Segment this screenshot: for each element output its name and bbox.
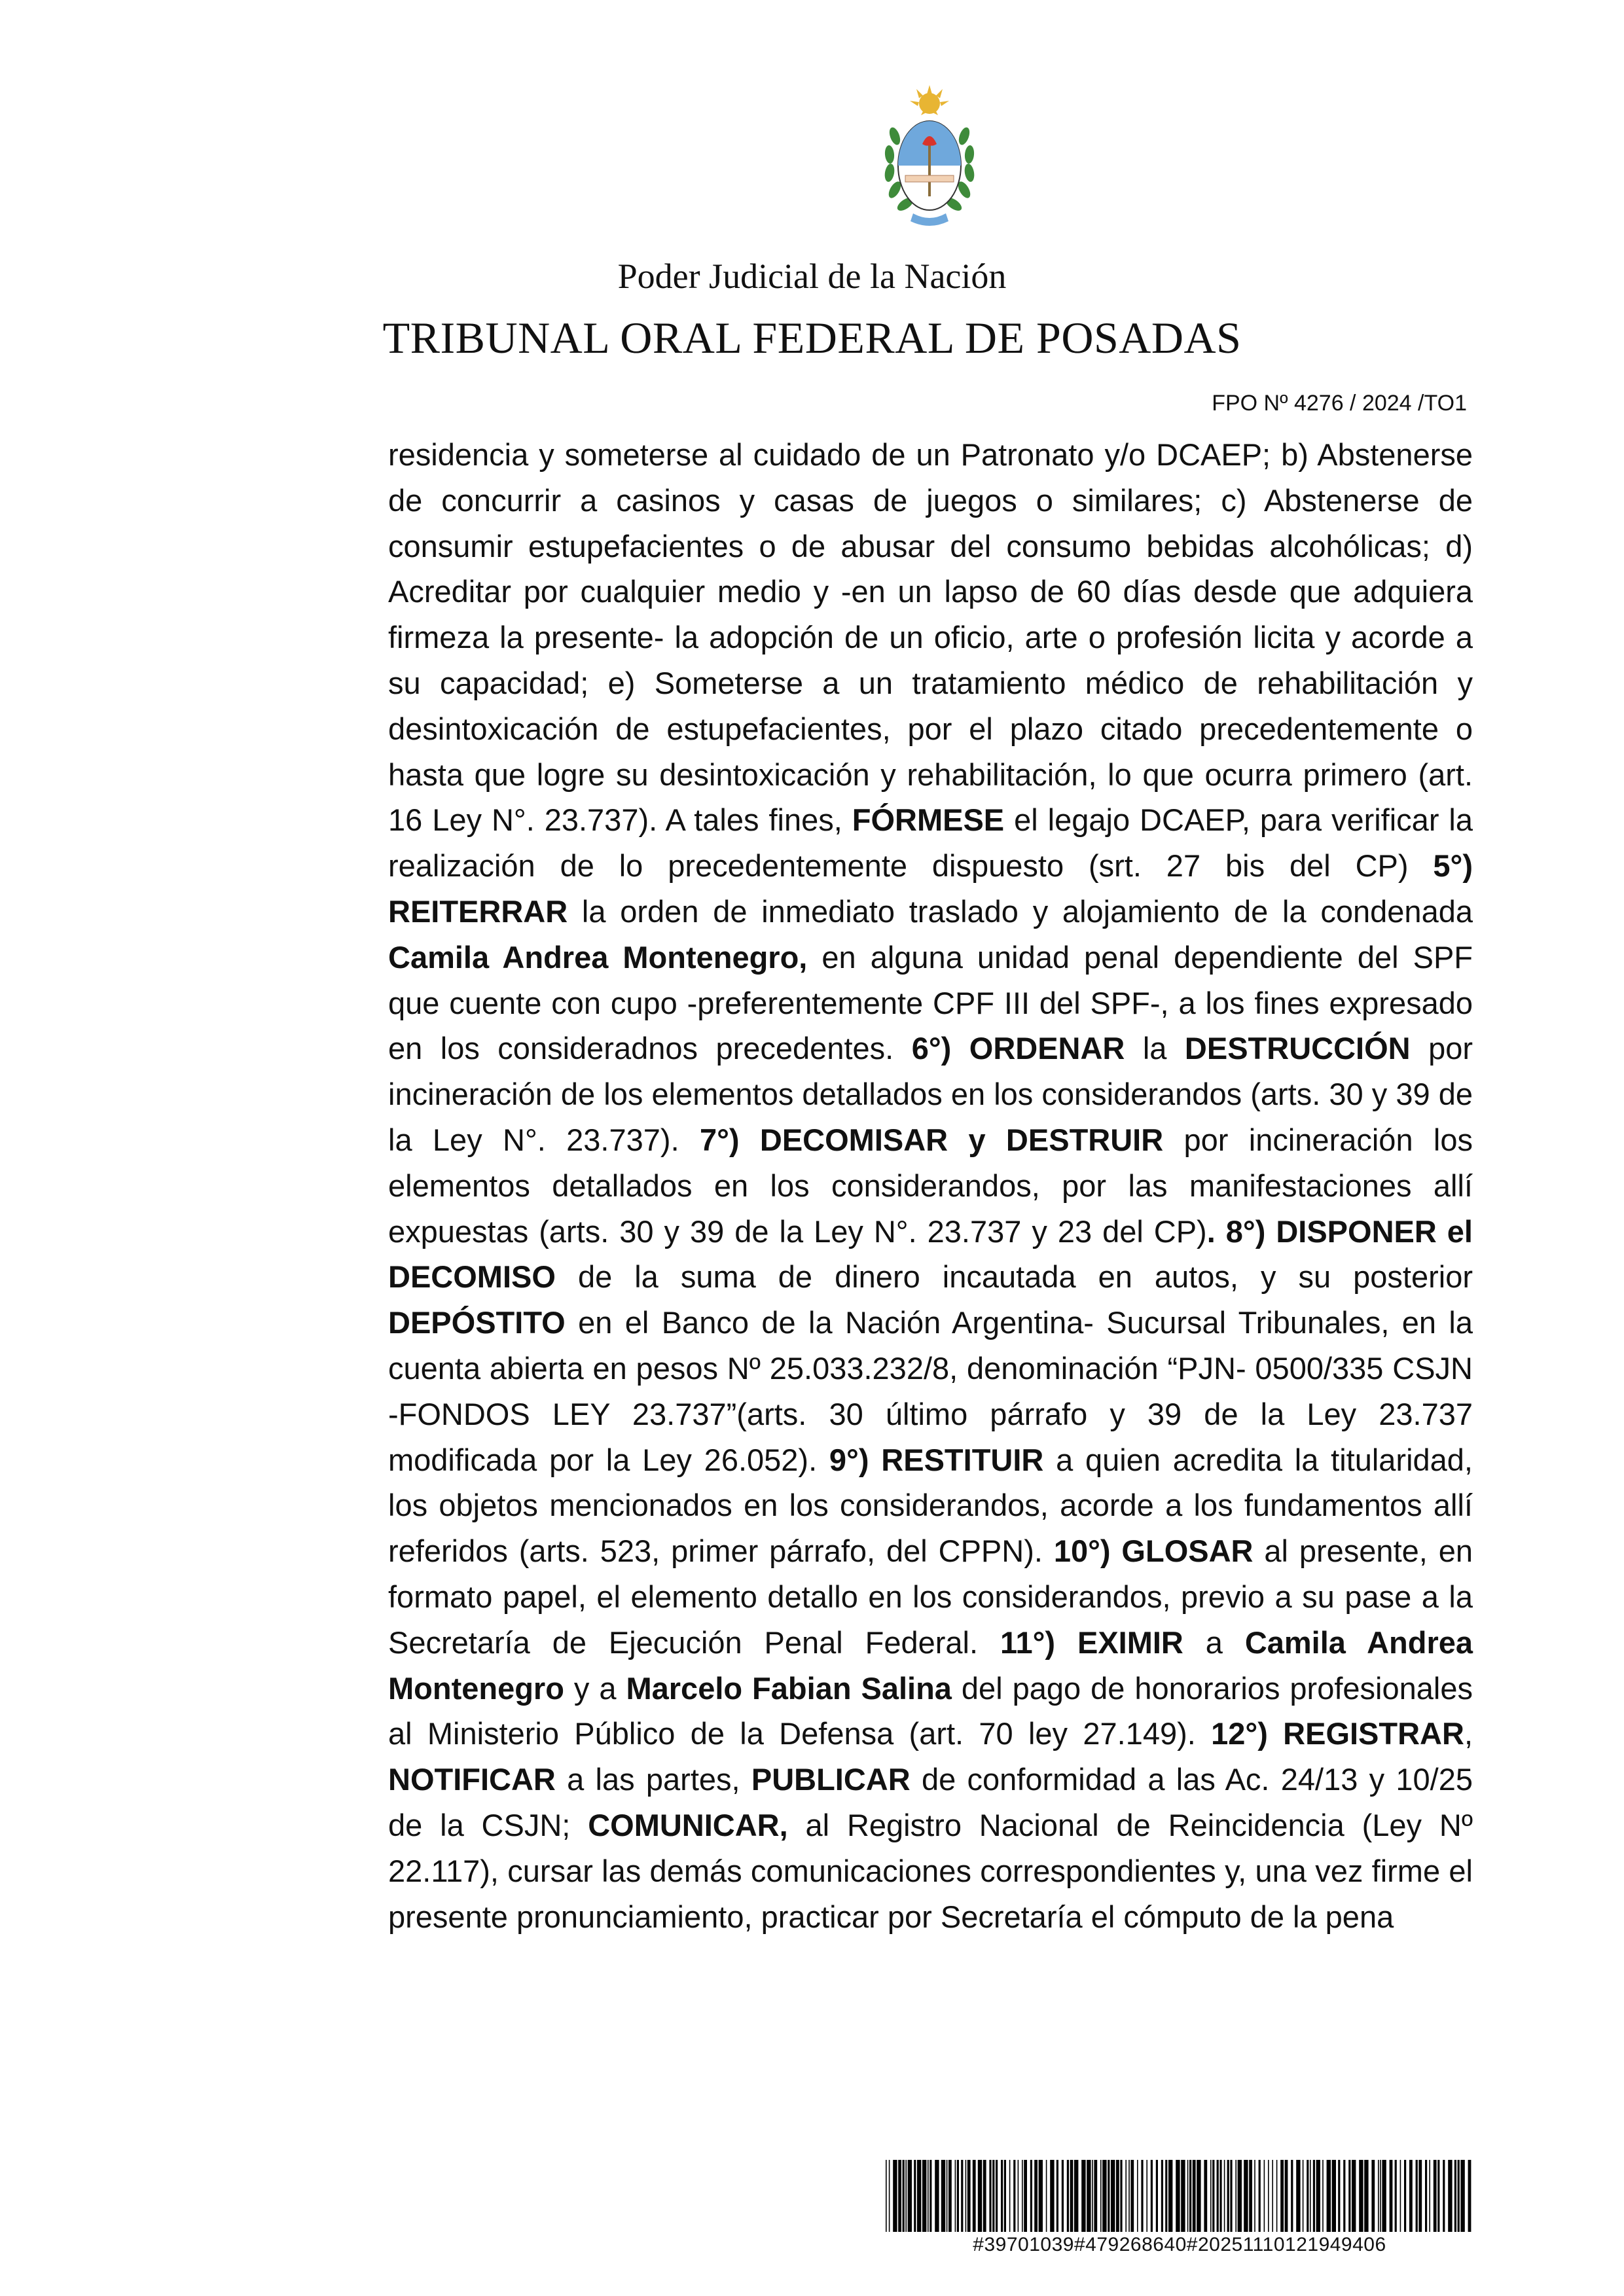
- barcode-bar: [947, 2160, 948, 2232]
- body-segment: al Registro Nacional de Reincidencia (Ley Nº 22.117), cursar las demás comunicaciones correspondientes y, una vez firme el presente pronunciamiento, practicar por Secretaría el cómputo de la pena: [388, 1807, 1473, 1934]
- body-segment: y a: [564, 1670, 626, 1706]
- barcode-bar: [1249, 2160, 1252, 2232]
- barcode-bar: [922, 2160, 926, 2232]
- body-bold-segment: Camila Andrea Montenegro,: [388, 939, 808, 975]
- barcode-bar: [1100, 2160, 1102, 2232]
- barcode-bar: [948, 2160, 952, 2232]
- barcode-bar: [1081, 2160, 1085, 2232]
- barcode-bar: [1151, 2160, 1153, 2232]
- barcode-bar: [1125, 2160, 1127, 2232]
- barcode-bar: [1348, 2160, 1350, 2232]
- body-segment: por incineración de los elementos detallados en los considerandos (arts. 30 y 39 de la Ley N°. 23.737).: [388, 1031, 1473, 1157]
- barcode-bar: [941, 2160, 945, 2232]
- body-segment: del pago de honorarios profesionales al Ministerio Público de la Defensa (art. 70 ley 27.149).: [388, 1670, 1473, 1751]
- barcode-bar: [917, 2160, 921, 2232]
- barcode-bar: [1235, 2160, 1236, 2232]
- barcode-bar: [893, 2160, 897, 2232]
- barcode-bar: [1189, 2160, 1191, 2232]
- barcode-bar: [1327, 2160, 1331, 2232]
- barcode-bar: [1285, 2160, 1288, 2232]
- barcode-bar: [1303, 2160, 1304, 2232]
- barcode-bar: [1087, 2160, 1091, 2232]
- barcode-bar: [1322, 2160, 1324, 2232]
- barcode-bar: [983, 2160, 986, 2232]
- barcode-bar: [1404, 2160, 1406, 2232]
- barcode-bar: [1067, 2160, 1069, 2232]
- barcode-bar: [1343, 2160, 1345, 2232]
- barcode-bar: [1371, 2160, 1375, 2232]
- barcode-bar: [1204, 2160, 1207, 2232]
- barcode-bar: [929, 2160, 931, 2232]
- barcode-icon: [886, 2160, 1473, 2232]
- barcode-bar: [886, 2160, 887, 2232]
- barcode-bar: [1212, 2160, 1214, 2232]
- barcode-bar: [1395, 2160, 1397, 2232]
- barcode-bar: [1120, 2160, 1122, 2232]
- barcode-bar: [1062, 2160, 1064, 2232]
- barcode-bar: [1443, 2160, 1445, 2232]
- barcode-bar: [914, 2160, 916, 2232]
- barcode-bar: [1359, 2160, 1363, 2232]
- barcode-bar: [992, 2160, 994, 2232]
- body-segment: residencia y someterse al cuidado de un Patronato y/o DCAEP; b) Abstenerse de concurrir a casinos y casas de juegos o similares; c) Abstenerse de consumir estupefacientes o de abusar del consumo bebidas alcohólicas; d) Acreditar por cualquier medio y -en un lapso de 60 días desde que adquiera firmeza la presente- la adopción de un oficio, arte o profesión licita y acorde a su capacidad; e) Someterse a un tratamiento médico de rehabilitación y desintoxicación de estupefacientes, por el plazo citado precedentemente o hasta que logre su desintoxicación y rehabilitación, lo que ocurra primero (art. 16 Ley N°. 23.737). A tales fines,: [388, 437, 1473, 838]
- barcode-bar: [1193, 2160, 1196, 2232]
- barcode-bar: [1024, 2160, 1027, 2232]
- barcode-bar: [967, 2160, 971, 2232]
- barcode-bar: [1181, 2160, 1185, 2232]
- body-bold-segment: 9°) RESTITUIR: [829, 1442, 1044, 1477]
- barcode-bar: [1168, 2160, 1172, 2232]
- barcode-bar: [1108, 2160, 1110, 2232]
- barcode-bar: [1338, 2160, 1340, 2232]
- barcode-bar: [1238, 2160, 1242, 2232]
- barcode-bar: [1001, 2160, 1003, 2232]
- barcode-bar: [1332, 2160, 1336, 2232]
- barcode-bar: [1176, 2160, 1180, 2232]
- barcode-bar: [1437, 2160, 1439, 2232]
- barcode-bar: [1056, 2160, 1058, 2232]
- barcode-bar: [1102, 2160, 1106, 2232]
- barcode-bar: [1128, 2160, 1130, 2232]
- barcode-bar: [1013, 2160, 1015, 2232]
- barcode-bar: [1009, 2160, 1011, 2232]
- body-bold-segment: DEPÓSTITO: [388, 1305, 566, 1340]
- barcode-bar: [973, 2160, 976, 2232]
- barcode-bar: [1137, 2160, 1138, 2232]
- barcode-bar: [957, 2160, 959, 2232]
- body-segment: de la suma de dinero incautada en autos, y su posterior: [555, 1259, 1473, 1295]
- barcode-bar: [1416, 2160, 1418, 2232]
- barcode-bar: [928, 2160, 929, 2232]
- body-bold-segment: 10°) GLOSAR: [1053, 1534, 1254, 1569]
- barcode-bar: [1352, 2160, 1356, 2232]
- barcode-bar: [898, 2160, 901, 2232]
- barcode-bar: [1039, 2160, 1043, 2232]
- barcode-bar: [1425, 2160, 1427, 2232]
- barcode-bar: [1316, 2160, 1320, 2232]
- barcode-bar: [1156, 2160, 1158, 2232]
- barcode-number: #39701039#479268640#20251110121949406: [973, 2234, 1386, 2255]
- barcode-bar: [1094, 2160, 1097, 2232]
- barcode-bar: [1092, 2160, 1093, 2232]
- barcode-bar: [1161, 2160, 1163, 2232]
- body-bold-segment: FÓRMESE: [852, 802, 1005, 838]
- barcode-bar: [1364, 2160, 1368, 2232]
- body-bold-segment: 6°) ORDENAR: [911, 1031, 1125, 1066]
- case-reference: FPO Nº 4276 / 2024 /TO1: [1212, 391, 1467, 416]
- body-segment: a las partes,: [555, 1762, 751, 1797]
- barcode-bar: [996, 2160, 998, 2232]
- body-segment: el legajo DCAEP, para verificar la realización de lo precedentemente dispuesto (srt. 27 bis del CP): [388, 802, 1473, 884]
- barcode-bar: [1219, 2160, 1221, 2232]
- barcode-bar: [1458, 2160, 1460, 2232]
- barcode-bar: [1454, 2160, 1456, 2232]
- barcode-bar: [1378, 2160, 1379, 2232]
- barcode-bar: [1217, 2160, 1219, 2232]
- barcode-bar: [1165, 2160, 1167, 2232]
- barcode-bar: [1434, 2160, 1437, 2232]
- barcode-bar: [1146, 2160, 1147, 2232]
- barcode-bar: [1046, 2160, 1047, 2232]
- barcode-bar: [908, 2160, 912, 2232]
- body-segment: a quien acredita la titularidad, los objetos mencionados en los considerandos, acorde a los fundamentos allí referidos (arts. 523, primer párrafo, del CPPN).: [388, 1442, 1473, 1569]
- barcode-bar: [989, 2160, 991, 2232]
- resolution-body: [388, 432, 1473, 1939]
- barcode-bar: [1272, 2160, 1273, 2232]
- argentina-coat-of-arms-icon: [880, 84, 979, 234]
- barcode-bar: [965, 2160, 967, 2232]
- barcode-bar: [1244, 2160, 1248, 2232]
- barcode-bar: [1291, 2160, 1293, 2232]
- barcode-bar: [903, 2160, 905, 2232]
- barcode-bar: [905, 2160, 907, 2232]
- court-name: TRIBUNAL ORAL FEDERAL DE POSADAS: [382, 313, 1242, 363]
- barcode-bar: [1276, 2160, 1278, 2232]
- barcode-bar: [1018, 2160, 1019, 2232]
- body-bold-segment: 12°) REGISTRAR: [1211, 1716, 1464, 1751]
- body-segment: en alguna unidad penal dependiente del SPF que cuente con cupo -preferentemente CPF III del SPF-, a los fines expresado en los consideradnos precedentes.: [388, 939, 1473, 1066]
- barcode-bar: [1116, 2160, 1119, 2232]
- barcode-bar: [1254, 2160, 1255, 2232]
- barcode-bar: [1264, 2160, 1265, 2232]
- body-segment: a: [1183, 1624, 1245, 1660]
- barcode-bar: [1034, 2160, 1038, 2232]
- barcode-bar: [1268, 2160, 1269, 2232]
- barcode-bar: [1111, 2160, 1115, 2232]
- barcode-bar: [935, 2160, 939, 2232]
- barcode-bar: [1400, 2160, 1401, 2232]
- barcode-bar: [1070, 2160, 1074, 2232]
- barcode-bar: [1390, 2160, 1393, 2232]
- body-bold-segment: 11°) EXIMIR: [1000, 1624, 1183, 1660]
- body-bold-segment: . 8°) DISPONER el DECOMISO: [388, 1213, 1473, 1295]
- barcode-bar: [1004, 2160, 1006, 2232]
- barcode-bar: [1418, 2160, 1422, 2232]
- body-bold-segment: DESTRUCCIÓN: [1184, 1031, 1411, 1066]
- barcode-bar: [1141, 2160, 1143, 2232]
- body-bold-segment: Marcelo Fabian Salina: [626, 1670, 952, 1706]
- barcode-bar: [955, 2160, 956, 2232]
- barcode-bar: [1210, 2160, 1212, 2232]
- barcode-bar: [1259, 2160, 1261, 2232]
- barcode-bar: [1409, 2160, 1413, 2232]
- body-segment: al presente, en formato papel, el elemento detallo en los considerandos, previo a su pase a la Secretaría de Ejecución Penal Federal.: [388, 1534, 1473, 1660]
- barcode-bar: [1227, 2160, 1229, 2232]
- body-bold-segment: 5°) REITERRAR: [388, 848, 1473, 929]
- barcode-bar: [1230, 2160, 1232, 2232]
- barcode-bar: [1197, 2160, 1200, 2232]
- barcode-bar: [1030, 2160, 1032, 2232]
- barcode-bar: [1460, 2160, 1464, 2232]
- body-bold-segment: PUBLICAR: [751, 1762, 911, 1797]
- barcode-bar: [1313, 2160, 1315, 2232]
- barcode-bar: [1310, 2160, 1311, 2232]
- barcode-bar: [1296, 2160, 1300, 2232]
- org-name: Poder Judicial de la Nación: [617, 257, 1007, 296]
- body-bold-segment: NOTIFICAR: [388, 1762, 556, 1797]
- barcode-bar: [1468, 2160, 1471, 2232]
- body-segment: por incineración los elementos detallados en los considerandos, por las manifestaciones allí expuestas (arts. 30 y 39 de la Ley N°. 23.737 y 23 del CP): [388, 1122, 1473, 1249]
- barcode-bar: [1280, 2160, 1284, 2232]
- barcode-bar: [1380, 2160, 1381, 2232]
- barcode-bar: [978, 2160, 982, 2232]
- body-segment: ,: [1464, 1716, 1473, 1751]
- barcode-bar: [1224, 2160, 1225, 2232]
- body-bold-segment: COMUNICAR,: [588, 1807, 788, 1842]
- body-segment: en el Banco de la Nación Argentina- Sucursal Tribunales, en la cuenta abierta en pesos Nº 25.033.232/8, denominación “PJN- 0500/335 CSJN -FONDOS LEY 23.737”(arts. 30 último párrafo y 39 de la Ley 23.737 modificada por la Ley 26.052).: [388, 1305, 1473, 1477]
- body-segment: la orden de inmediato traslado y alojamiento de la condenada: [568, 893, 1473, 929]
- barcode-bar: [1429, 2160, 1430, 2232]
- barcode-bar: [1307, 2160, 1308, 2232]
- barcode-bar: [1130, 2160, 1134, 2232]
- barcode-bar: [1187, 2160, 1189, 2232]
- barcode-bar: [1022, 2160, 1023, 2232]
- barcode-bar: [1050, 2160, 1054, 2232]
- barcode-bar: [961, 2160, 963, 2232]
- body-segment: de conformidad a las Ac. 24/13 y 10/25 de la CSJN;: [388, 1762, 1473, 1842]
- barcode-bar: [1448, 2160, 1452, 2232]
- barcode-bar: [1382, 2160, 1386, 2232]
- body-segment: la: [1125, 1031, 1185, 1066]
- barcode-bar: [1074, 2160, 1078, 2232]
- body-bold-segment: Camila Andrea Montenegro: [388, 1624, 1473, 1706]
- barcode-bar: [889, 2160, 890, 2232]
- body-bold-segment: 7°) DECOMISAR y DESTRUIR: [699, 1122, 1164, 1157]
